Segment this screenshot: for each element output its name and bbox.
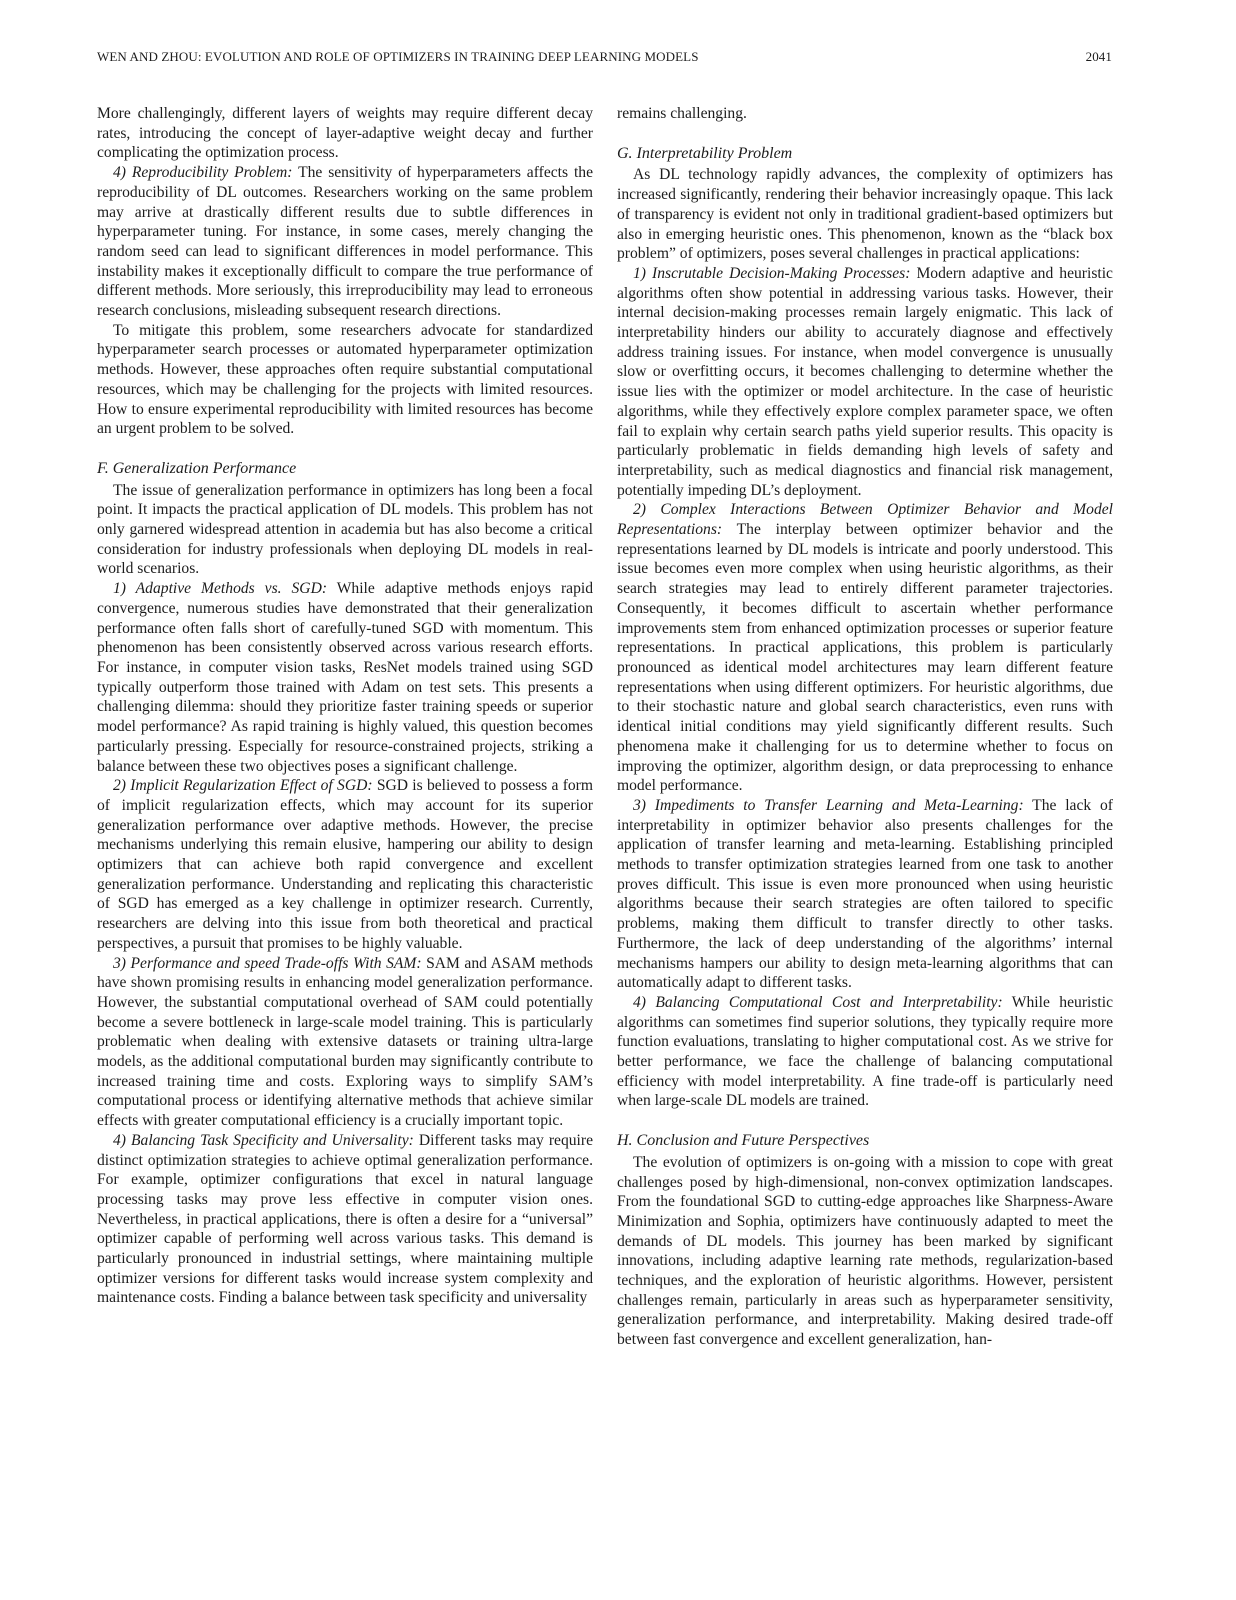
section-heading-g: G. Interpretability Problem — [617, 144, 793, 162]
left-column — [97, 104, 593, 1308]
subsection-heading: 4) Reproducibility Problem: — [113, 164, 293, 182]
continued-paragraph: More challengingly, different layers of weights may require different decay rates, introducing the concept of layer-adaptive weight decay and further complicating the optimization process. — [97, 105, 593, 162]
paragraph-transfer-learning — [617, 796, 1113, 993]
subsection-heading: 2) Implicit Regularization Effect of SGD: — [113, 777, 373, 795]
subsection-heading: 4) Balancing Computational Cost and Interpretability: — [633, 993, 1003, 1011]
paragraph-sam-tradeoffs — [97, 954, 593, 1131]
paragraph-computational-cost — [617, 993, 1113, 1111]
paragraph-text: SGD is believed to possess a form of implicit regularization effects, which may account for its superior generalization performance over adaptive methods. However, the precise mechanisms underlying this remain elusive, hampering our ability to design optimizers that can achieve both rapid convergence and excellent generalization performance. Understanding and replicating this characteristic of SGD has emerged as a key challenge in optimizer research. Currently, researchers are delving into this issue from both theoretical and practical perspectives, a pursuit that promises to be highly valuable. — [97, 777, 594, 952]
paragraph-conclusion: The evolution of optimizers is on-going with a mission to cope with great challenges posed by high-dimensional, non-convex optimization landscapes. From the foundational SGD to cutting-edge approaches like Sharpness-Aware Minimization and Sophia, optimizers have continuously adapted to meet the demands of DL models. This journey has been marked by significant innovations, including adaptive learning rate methods, regularization-based techniques, and the exploration of heuristic algorithms. However, persistent challenges remain, particularly in areas such as hyperparameter sensitivity, generalization performance, and interpretability. Making desired trade-off between fast convergence and excellent generalization, han- — [617, 1153, 1113, 1349]
subsection-heading: 3) Impediments to Transfer Learning and Meta-Learning: — [633, 796, 1024, 814]
subsection-heading: 1) Inscrutable Decision-Making Processes: — [633, 264, 911, 282]
paragraph-inscrutable-decisions — [617, 264, 1113, 500]
subsection-heading: 3) Performance and speed Trade-offs With SAM: — [113, 954, 422, 972]
paragraph-text: The sensitivity of hyperparameters affects the reproducibility of DL outcomes. Researchers working on the same problem may arrive at drastically different results due to subtle differences in hyperparameter tuning. For instance, in some cases, merely changing the random seed can lead to significant differences in model performance. This instability makes it exceptionally difficult to compare the true performance of different methods. More seriously, this irreproducibility may lead to erroneous research conclusions, misleading subsequent research directions. — [97, 164, 593, 320]
paragraph-interpretability-intro: As DL technology rapidly advances, the complexity of optimizers has increased significantly, rendering their behavior increasingly opaque. This lack of transparency is evident not only in traditional gradient-based optimizers but also in emerging heuristic ones. This phenomenon, known as the “black box problem” of optimizers, poses several challenges in practical applications: — [617, 166, 1113, 263]
section-heading-h: H. Conclusion and Future Perspectives — [617, 1132, 870, 1150]
continued-paragraph: remains challenging. — [617, 105, 747, 122]
paragraph-text: SAM and ASAM methods have shown promising results in enhancing model generalization performance. However, the substantial computational overhead of SAM could potentially become a severe bottleneck in large-scale model training. This is particularly problematic when dealing with extensive datasets or training ultra-large models, as the additional computational burden may significantly contribute to increased training time and costs. Exploring ways to simplify SAM’s computational process or identifying alternative methods that achieve similar effects with greater computational efficiency is a crucially important topic. — [97, 954, 593, 1130]
paragraph-task-specificity — [97, 1131, 593, 1308]
running-header — [97, 49, 1112, 69]
right-column — [617, 104, 1113, 1350]
paragraph-mitigation: To mitigate this problem, some researchers advocate for standardized hyperparameter search processes or automated hyperparameter optimization methods. However, these approaches often require substantial computational resources, which may be challenging for the projects with limited resources. How to ensure experimental reproducibility with limited resources has become an urgent problem to be solved. — [97, 321, 593, 438]
subsection-heading: 4) Balancing Task Specificity and Universality: — [113, 1131, 414, 1149]
paragraph-generalization-intro: The issue of generalization performance in optimizers has long been a focal point. It impacts the practical application of DL models. This problem has not only garnered widespread attention in academia but has also become a critical consideration for industry professionals when deploying DL models in real-world scenarios. — [97, 481, 593, 578]
section-heading-f: F. Generalization Performance — [97, 459, 297, 477]
paragraph-text: While adaptive methods enjoys rapid convergence, numerous studies have demonstrated that their generalization performance often falls short of carefully-tuned SGD with momentum. This phenomenon has been consistently observed across various research efforts. For instance, in computer vision tasks, ResNet models trained using SGD typically outperform those trained with Adam on test sets. This presents a challenging dilemma: should they prioritize faster training speeds or superior model performance? As rapid training is highly valued, this question becomes particularly pressing. Especially for resource-constrained projects, striking a balance between these two objectives poses a significant challenge. — [97, 580, 594, 775]
paragraph-adaptive-vs-sgd — [97, 579, 593, 776]
paragraph-complex-interactions — [617, 500, 1113, 796]
paragraph-text: The lack of interpretability in optimizer behavior also presents challenges for the application of transfer learning and meta-learning. Establishing principled methods to transfer optimization strategies learned from one task to another proves difficult. This issue is even more pronounced when using heuristic algorithms because their search strategies are often tailored to specific problems, making them difficult to transfer directly to other tasks. Furthermore, the lack of deep understanding of the algorithms’ internal mechanisms hampers our ability to design meta-learning algorithms that can automatically adapt to different tasks. — [617, 796, 1113, 992]
paragraph-text: Modern adaptive and heuristic algorithms often show potential in addressing various tasks. However, their internal decision-making processes remain largely enigmatic. This lack of interpretability hinders our ability to accurately diagnose and effectively address training issues. For instance, when model convergence is unusually slow or overfitting occurs, it becomes challenging to determine whether the issue lies with the optimizer or model architecture. In the case of heuristic algorithms, while they effectively explore complex parameter space, we often fail to explain why certain search paths yield superior results. This opacity is particularly problematic in fields demanding high levels of safety and interpretability, such as medical diagnostics and financial risk management, potentially impeding DL’s deployment. — [617, 264, 1113, 499]
page-number: 2041 — [1085, 49, 1112, 64]
paragraph-reproducibility — [97, 163, 593, 321]
subsection-heading: 1) Adaptive Methods vs. SGD: — [113, 580, 328, 598]
paragraph-text: The interplay between optimizer behavior and the representations learned by DL models is intricate and poorly understood. This issue becomes even more complex when using heuristic algorithms, as their search strategies may lead to entirely different parameter trajectories. Consequently, it becomes difficult to ascertain whether performance improvements stem from enhanced optimization processes or superior feature representations. In practical applications, this problem is particularly pronounced as identical model architectures may learn different feature representations when using different optimizers. For heuristic algorithms, due to their stochastic nature and global search characteristics, even runs with identical initial conditions may yield significantly different results. Such phenomena make it challenging for us to determine whether to focus on improving the optimizer, algorithm design, or data preprocessing to enhance model performance. — [617, 521, 1113, 795]
paragraph-text: Different tasks may require distinct optimization strategies to achieve optimal generalization performance. For example, optimizer configurations that excel in natural language processing tasks may prove less effective in computer vision ones. Nevertheless, in practical applications, there is often a desire for a “universal” optimizer capable of performing well across various tasks. This demand is particularly pronounced in industrial settings, where maintaining multiple optimizer versions for different tasks would increase system complexity and maintenance costs. Finding a balance between task specificity and universality — [97, 1131, 593, 1307]
running-title: WEN AND ZHOU: EVOLUTION AND ROLE OF OPTIMIZERS IN TRAINING DEEP LEARNING MODELS — [97, 49, 699, 64]
paragraph-implicit-regularization — [97, 776, 593, 953]
paragraph-text: While heuristic algorithms can sometimes find superior solutions, they typically require more function evaluations, translating to higher computational cost. As we strive for better performance, we face the challenge of balancing computational efficiency with model interpretability. A fine trade-off is particularly need when large-scale DL models are trained. — [617, 993, 1113, 1110]
subsection-heading: 2) Complex Interactions Between Optimizer Behavior and Model Representations: — [617, 501, 1113, 539]
